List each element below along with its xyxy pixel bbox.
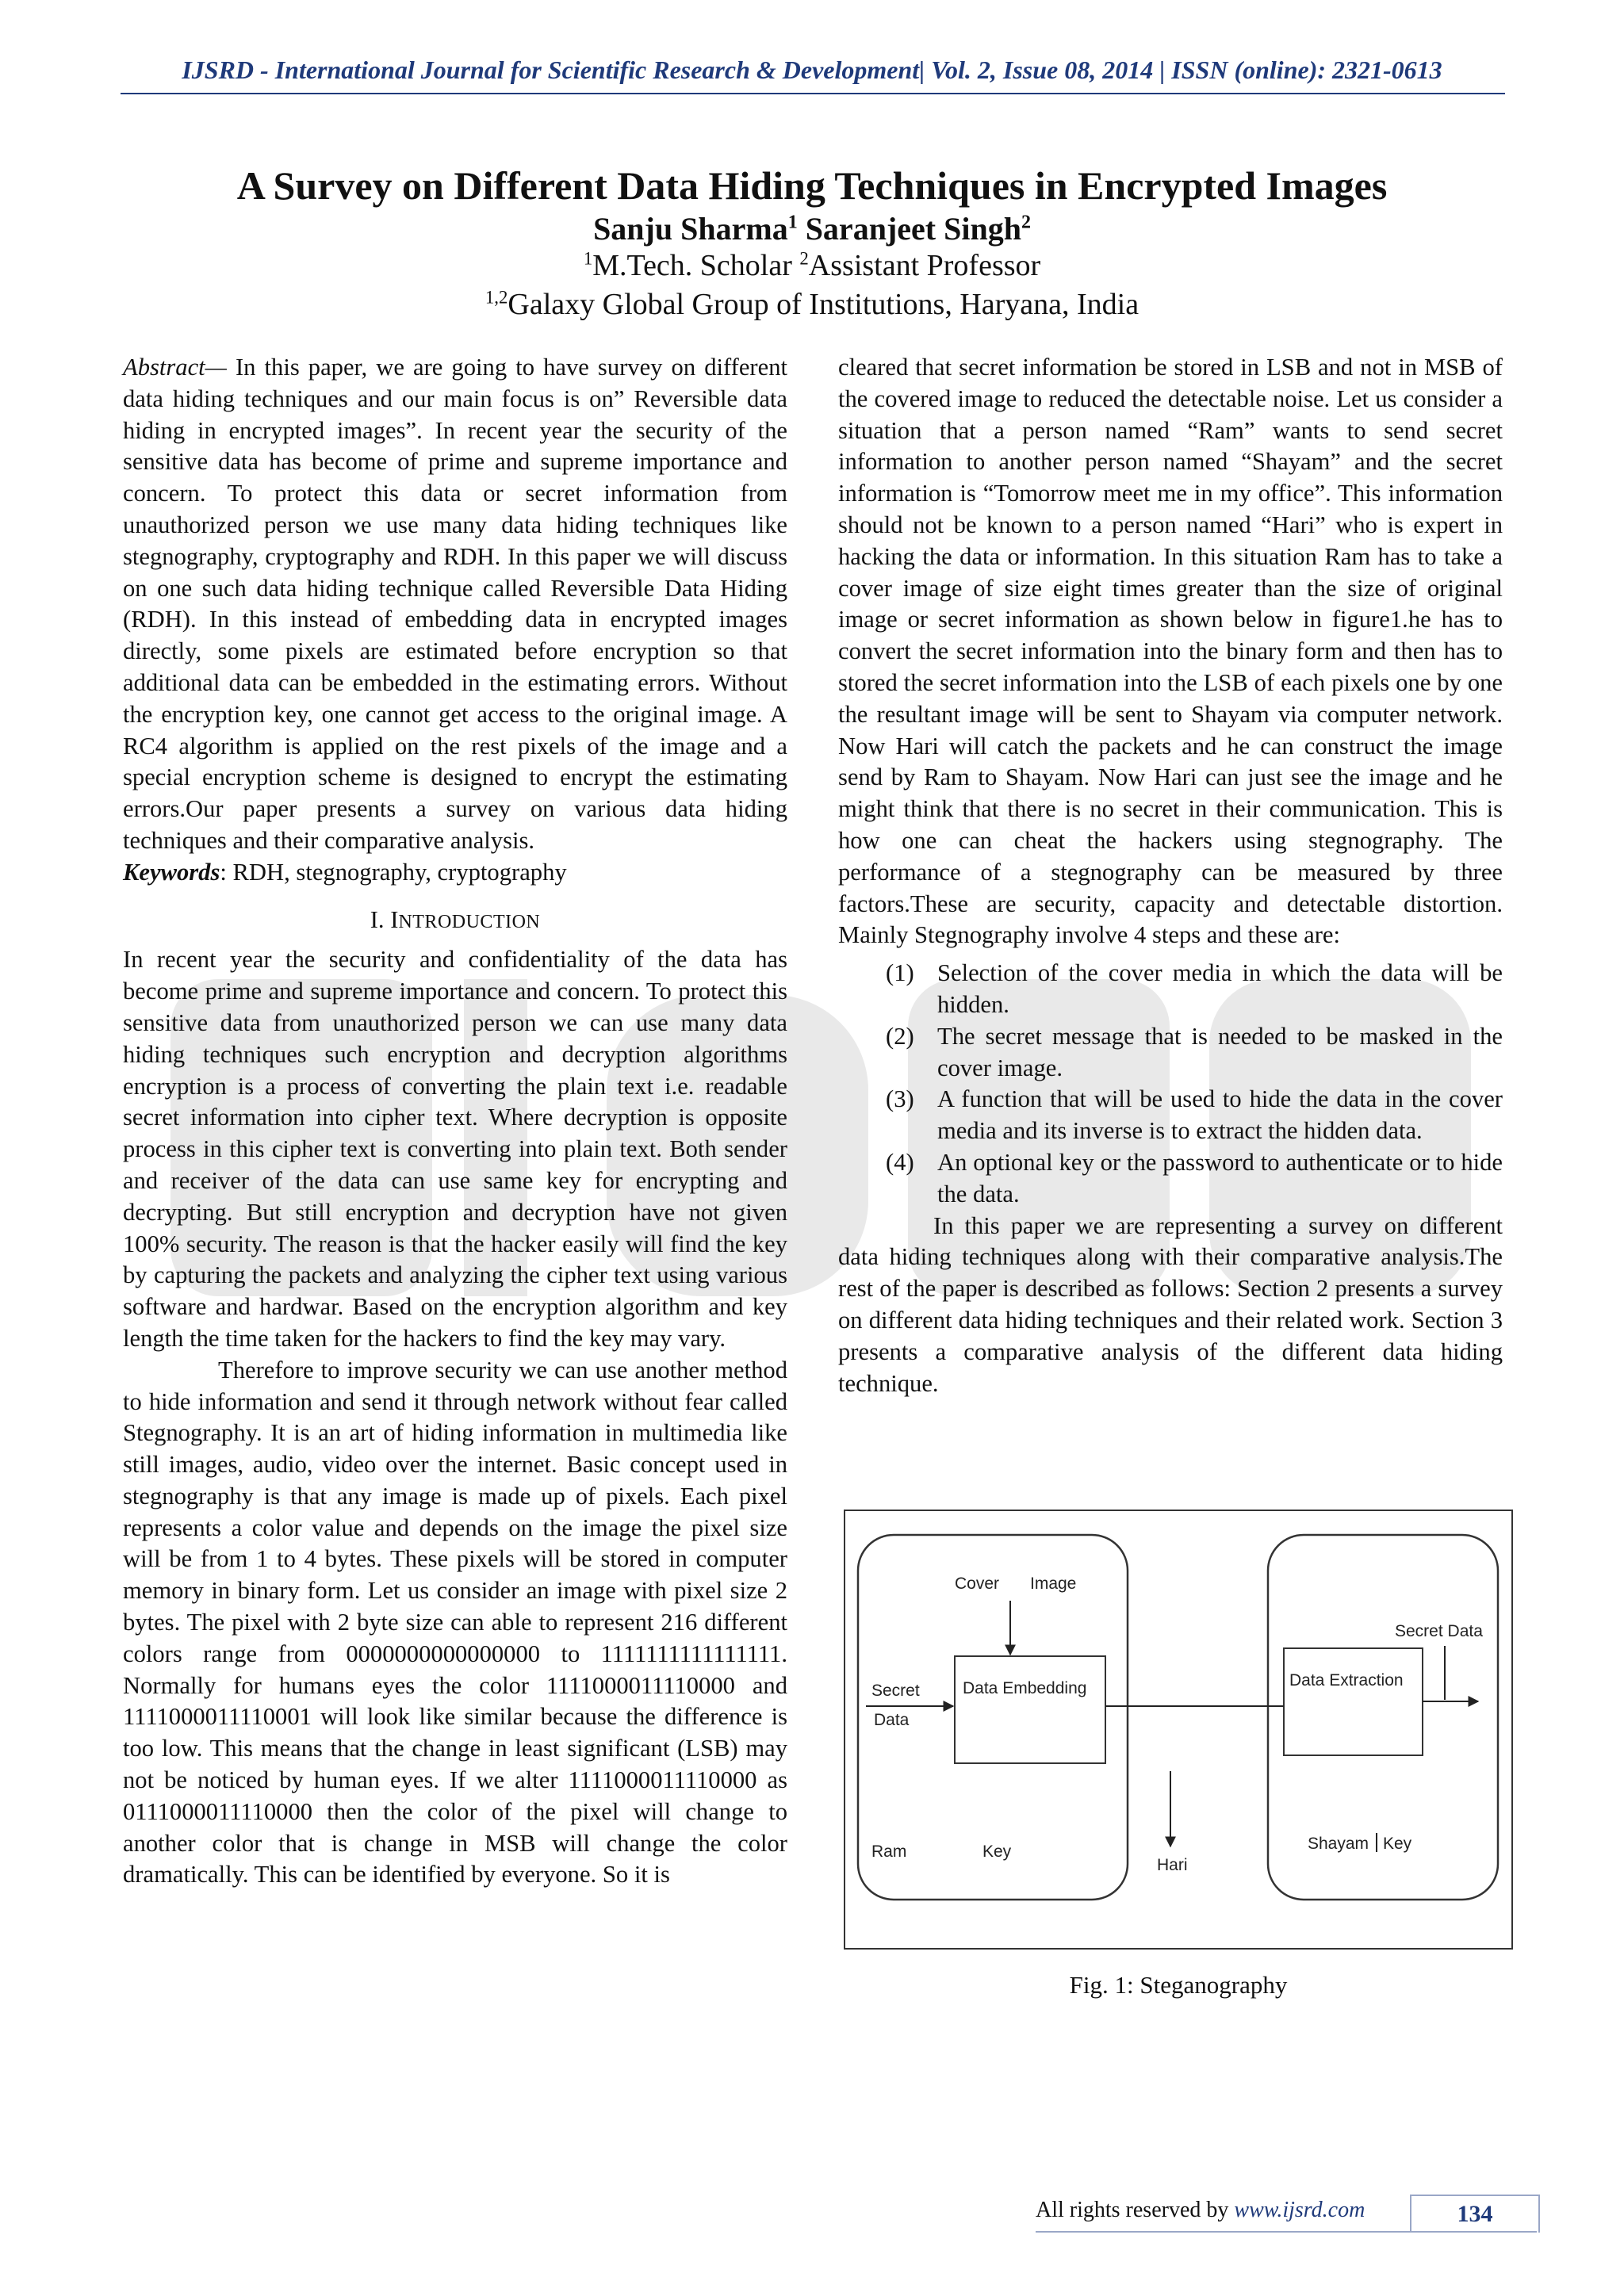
steganography-diagram xyxy=(844,1510,1513,1950)
list-item xyxy=(838,1147,1503,1211)
label-key-right: Key xyxy=(1383,1835,1412,1853)
footer-rule xyxy=(1036,2231,1537,2233)
intro-paragraph-4: In this paper we are representing a survey on different data hiding techniques along with their comparative analysis.The rest of the paper is described as follows: Section 2 presents a survey on different data hiding techniques and their related work. Section 3 presents a comparative analysis of the different data hiding technique. xyxy=(838,1211,1503,1397)
abstract-text: In this paper, we are going to have survey on different data hiding techniques and our main focus is on” Reversible data hiding in encrypted images”. In recent year the security of the sensitive data has become of prime and supreme importance and concern. To protect this data or secret information from unauthorized person we use many data hiding techniques like stegnography, cryptography and RDH. In this paper we will discuss on one such data hiding technique called Reversible Data Hiding (RDH). In this instead of embedding data in encrypted images directly, some pixels are estimated before encryption so that additional data can be embedded in the estimating errors. Without the encryption key, one cannot get access to the original image. A RC4 algorithm is applied on the rest pixels of the image and a special encryption scheme is designed to encrypt the estimating errors.Our paper presents a survey on various data hiding techniques and their comparative analysis. xyxy=(123,354,787,854)
figure-frame xyxy=(845,1510,1512,1949)
label-secret: Secret xyxy=(871,1682,920,1700)
label-ram: Ram xyxy=(871,1843,907,1861)
list-item-text: Selection of the cover media in which the data will be hidden. xyxy=(937,959,1503,1018)
paper-title: A Survey on Different Data Hiding Techniques in Encrypted Images xyxy=(236,163,1388,208)
data-embedding-box xyxy=(955,1656,1105,1763)
section-rest: NTRODUCTION xyxy=(398,911,541,932)
role-2: Assistant Professor xyxy=(808,249,1041,282)
author-line xyxy=(0,210,1624,247)
intro-paragraph-2: Therefore to improve security we can use another method to hide information and send it through network without fear called Stegnography. It is an art of hiding information in multimedia like still images, audio, video over the internet. Basic concept used in stegnography is that any image is made up of pixels. Each pixel represents a color value and depends on the image the pixel size will be from 1 to 4 bytes. These pixels will be stored in computer memory in binary form. Let us consider an image with pixel size 2 bytes. The pixel with 2 byte size can able to represent 216 different colors range from 0000000000000000 to 1111111111111111. Normally for humans eyes the color 1111000011110000 and 1111000011110001 will look like similar because the difference is too low. This means that the change in least significant (LSB) may not be noticed by human eyes. If we alter 1111000011110000 as 0111000011110000 then the color of the pixel will change to another color that is change in MSB will change the color dramatically. This can be identified by everyone. So it is xyxy=(123,1356,787,1888)
label-hari: Hari xyxy=(1157,1856,1188,1874)
keywords xyxy=(123,857,787,889)
author-1-sup: 1 xyxy=(787,212,798,233)
label-data-extraction: Data Extraction xyxy=(1289,1671,1404,1689)
list-item xyxy=(838,1021,1503,1085)
list-item-text: An optional key or the password to authenticate or to hide the data. xyxy=(937,1148,1503,1207)
section-number: I. xyxy=(370,905,391,933)
section-initial: I xyxy=(390,905,399,933)
footer-rights-text: All rights reserved by xyxy=(1036,2198,1235,2222)
intro-paragraph-1: In recent year the security and confidentiality of the data has become prime and supreme importance and concern. To protect this sensitive data from unauthorized person we can use many data hiding techniques such encryption and decryption algorithms encryption is a process of converting the plain text i.e. readable secret information into cipher text. Where decryption is opposite process in this cipher text is converting into plain text. Both sender and receiver of the data can use same key for encrypting and decrypting. But still encryption and decryption have not given 100% security. The reason is that the hacker easily will find the key by capturing the packets and analyzing the cipher text using various software and hardwar. Based on the encryption algorithm and key length the time taken for the hackers to find the key may vary. xyxy=(123,946,787,1352)
list-item-number: (4) xyxy=(886,1148,914,1176)
aff-sup-1: 1 xyxy=(583,248,593,269)
page-number: 134 xyxy=(1410,2195,1540,2233)
list-item-number: (3) xyxy=(886,1085,914,1113)
data-extraction-box xyxy=(1284,1648,1423,1755)
list-item-number: (1) xyxy=(886,959,914,987)
aff-sup-12: 1,2 xyxy=(485,287,508,308)
section-heading-introduction xyxy=(123,905,787,939)
label-cover: Cover xyxy=(955,1575,1000,1593)
affiliation-institution xyxy=(0,287,1624,322)
keywords-label: Keywords xyxy=(123,858,220,886)
left-column xyxy=(123,352,787,1891)
label-secret-data: Secret Data xyxy=(1395,1622,1483,1640)
affiliation-roles xyxy=(0,248,1624,283)
header-rule xyxy=(121,93,1505,94)
intro-paragraph-3: cleared that secret information be stored in LSB and not in MSB of the covered image to reduced the detectable noise. Let us consider a situation that a person named “Ram” wants to send secret information to another person named “Shayam” and the secret information is “Tomorrow meet me in my office”. This information should not be known to a person named “Hari” who is expert in hacking the data or information. In this situation Ram has to take a cover image of size eight times greater than the size of original image or secret information as shown below in figure1.he has to convert the secret information into the binary form and then has to stored the secret information into the LSB of each pixels one by one the resultant image will be sent to Shayam via computer network. Now Hari will catch the packets and he can construct the image send by Ram to Shayam. Now Hari can just see the image and he might think that there is no secret in their communication. This is how one can cheat the hackers using stegnography. The performance of a stegnography can be measured by three factors.These are security, capacity and detectable distortion. Mainly Stegnography involve 4 steps and these are: xyxy=(838,354,1503,949)
author-2-sup: 2 xyxy=(1021,212,1031,233)
right-column xyxy=(838,352,1503,1399)
label-data: Data xyxy=(874,1711,910,1729)
keywords-text: : RDH, stegnography, cryptography xyxy=(220,858,567,886)
label-key-left: Key xyxy=(982,1843,1012,1861)
list-item xyxy=(838,1084,1503,1147)
steps-list xyxy=(838,958,1503,1210)
footer-site-link[interactable]: www.ijsrd.com xyxy=(1234,2198,1365,2222)
author-2: Saranjeet Singh xyxy=(805,211,1021,247)
label-shayam: Shayam xyxy=(1308,1835,1369,1853)
author-1: Sanju Sharma xyxy=(593,211,788,247)
label-image: Image xyxy=(1030,1575,1077,1593)
footer-rights xyxy=(1036,2198,1365,2223)
aff-sup-2: 2 xyxy=(799,248,809,269)
role-1: M.Tech. Scholar xyxy=(592,249,800,282)
institution: Galaxy Global Group of Institutions, Haryana, India xyxy=(508,288,1139,321)
list-item-number: (2) xyxy=(886,1022,914,1050)
figure-caption: Fig. 1: Steganography xyxy=(1069,1971,1288,1999)
list-item-text: A function that will be used to hide the data in the cover media and its inverse is to extract the hidden data. xyxy=(937,1085,1503,1145)
journal-header: IJSRD - International Journal for Scientific Research & Development| Vol. 2, Issue 08, 2014 | ISSN (online): 2321-0613 xyxy=(182,55,1442,84)
abstract-label: Abstract— xyxy=(123,354,227,381)
list-item-text: The secret message that is needed to be masked in the cover image. xyxy=(937,1022,1503,1081)
label-data-embedding: Data Embedding xyxy=(963,1679,1087,1697)
list-item xyxy=(838,958,1503,1021)
abstract xyxy=(123,352,787,857)
